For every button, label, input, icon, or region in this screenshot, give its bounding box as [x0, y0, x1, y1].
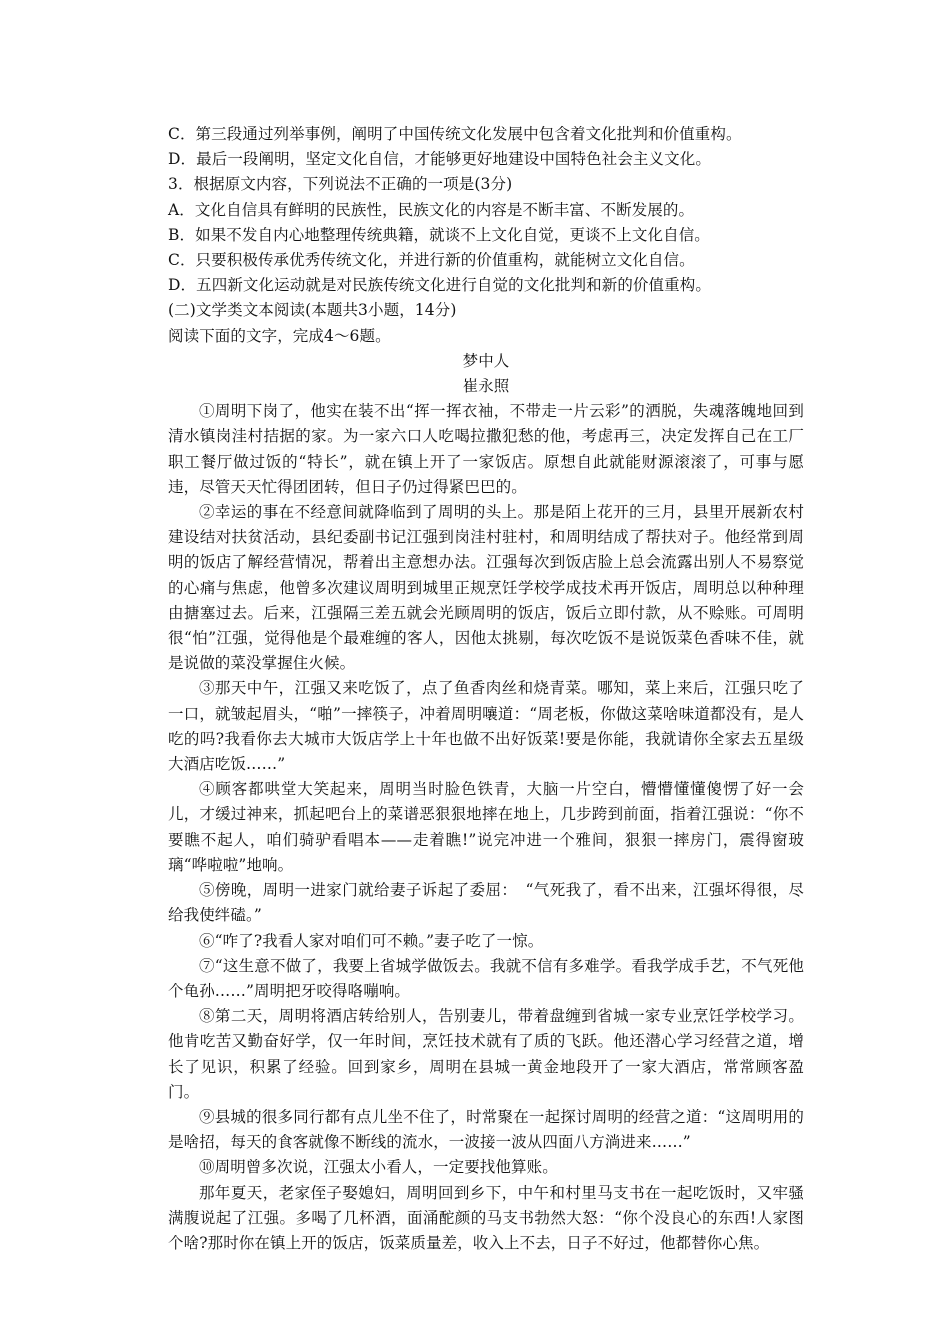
- story-author: 崔永照: [462, 377, 510, 396]
- q2-option-d: D．最后一段阐明，坚定文化自信，才能够更好地建设中国特色社会主义文化。: [168, 150, 711, 169]
- story-paragraph-11: 那年夏天，老家侄子娶媳妇，周明回到乡下，中午和村里马支书在一起吃饭时，又牢骚满腹说起了江强。多喝了几杯酒，面涌酡颜的马支书勃然大怒：“你个没良心的东西!人家图个啥?那时你在镇上开的饭店，饭菜质量差，收入上不去，日子不好过，他都替你心焦。: [168, 1183, 804, 1252]
- story-paragraph-9: ⑨县城的很多同行都有点儿坐不住了，时常聚在一起探讨周明的经营之道：“这周明用的是啥招，每天的食客就像不断线的流水，一波接一波从四面八方淌进来……”: [168, 1107, 804, 1152]
- page-content: [168, 122, 804, 1256]
- q3-option-b: B．如果不发自内心地整理传统典籍，就谈不上文化自觉，更谈不上文化自信。: [168, 225, 710, 244]
- q3-option-d: D．五四新文化运动就是对民族传统文化进行自觉的文化批判和新的价值重构。: [168, 276, 711, 295]
- q2-option-c: C．第三段通过列举事例，阐明了中国传统文化发展中包含着文化批判和价值重构。: [168, 125, 742, 143]
- story-title: 梦中人: [462, 351, 510, 370]
- story-paragraph-3: ③那天中午，江强又来吃饭了，点了鱼香肉丝和烧青菜。哪知，菜上来后，江强只吃了一口，就皱起眉头，“啪”一摔筷子，冲着周明嚷道：“周老板，你做这菜啥味道都没有，是人吃的吗?我看你去大城市大饭店学上十年也做不出好饭菜!要是你能，我就请你全家去五星级大酒店吃饭……”: [168, 679, 804, 774]
- story-paragraph-7: ⑦“这生意不做了，我要上省城学做饭去。我就不信有多难学。看我学成手艺，不气死他个龟孙……”周明把牙咬得咯嘣响。: [168, 956, 804, 1000]
- story-paragraph-2: ②幸运的事在不经意间就降临到了周明的头上。那是陌上花开的三月，县里开展新农村建设结对扶贫活动，县纪委副书记江强到岗洼村驻村，和周明结成了帮扶对子。他经常到周明的饭店了解经营情况，帮着出主意想办法。江强每次到饭店脸上总会流露出别人不易察觉的心痛与焦虑，他曾多次建议周明到城里正规烹饪学校学成技术再开饭店，周明总以种种理由搪塞过去。后来，江强隔三差五就会光顾周明的饭店，饭后立即付款，从不赊账。可周明很“怕”江强，觉得他是个最难缠的客人，因他太挑剔，每次吃饭不是说饭菜色香味不佳，就是说做的菜没掌握住火候。: [168, 503, 804, 673]
- story-paragraph-4: ④顾客都哄堂大笑起来，周明当时脸色铁青，大脑一片空白，懵懵懂懂傻愣了好一会儿，才缓过神来，抓起吧台上的菜谱恶狠狠地摔在地上，几步跨到前面，指着江强说：“你不要瞧不起人，咱们骑驴看唱本——走着瞧!”说完冲进一个雅间，狠狠一摔房门，震得窗玻璃“哗啦啦”地响。: [168, 780, 804, 874]
- section-instruction: 阅读下面的文字，完成4～6题。: [168, 326, 391, 345]
- q3-option-a: A．文化自信具有鲜明的民族性，民族文化的内容是不断丰富、不断发展的。: [168, 200, 695, 219]
- q3-stem: 3．根据原文内容，下列说法不正确的一项是(3分): [168, 175, 513, 194]
- q3-option-c: C．只要积极传承优秀传统文化，并进行新的价值重构，就能树立文化自信。: [168, 251, 695, 270]
- story-paragraph-10: ⑩周明曾多次说，江强太小看人，一定要找他算账。: [199, 1158, 558, 1177]
- story-paragraph-8: ⑧第二天，周明将酒店转给别人，告别妻儿，带着盘缠到省城一家专业烹饪学校学习。他肯吃苦又勤奋好学，仅一年时间，烹饪技术就有了质的飞跃。他还潜心学习经营之道，增长了见识，积累了经验。回到家乡，周明在县城一黄金地段开了一家大酒店，常常顾客盈门。: [168, 1007, 804, 1101]
- story-paragraph-6: ⑥“咋了?我看人家对咱们可不赖。”妻子吃了一惊。: [199, 931, 544, 950]
- section-heading: (二)文学类文本阅读(本题共3小题，14分): [168, 301, 457, 320]
- story-paragraph-1: ①周明下岗了，他实在装不出“挥一挥衣袖，不带走一片云彩”的洒脱，失魂落魄地回到清水镇岗洼村拮据的家。为一家六口人吃喝拉撒犯愁的他，考虑再三，决定发挥自己在工厂职工餐厅做过饭的“特长”，就在镇上开了一家饭店。原想自此就能财源滚滚了，可事与愿违，尽管天天忙得团团转，但日子仍过得紧巴巴的。: [168, 402, 804, 496]
- story-paragraph-5: ⑤傍晚，周明一进家门就给妻子诉起了委屈： “气死我了，看不出来，江强坏得很，尽给我使绊磕。”: [168, 881, 804, 925]
